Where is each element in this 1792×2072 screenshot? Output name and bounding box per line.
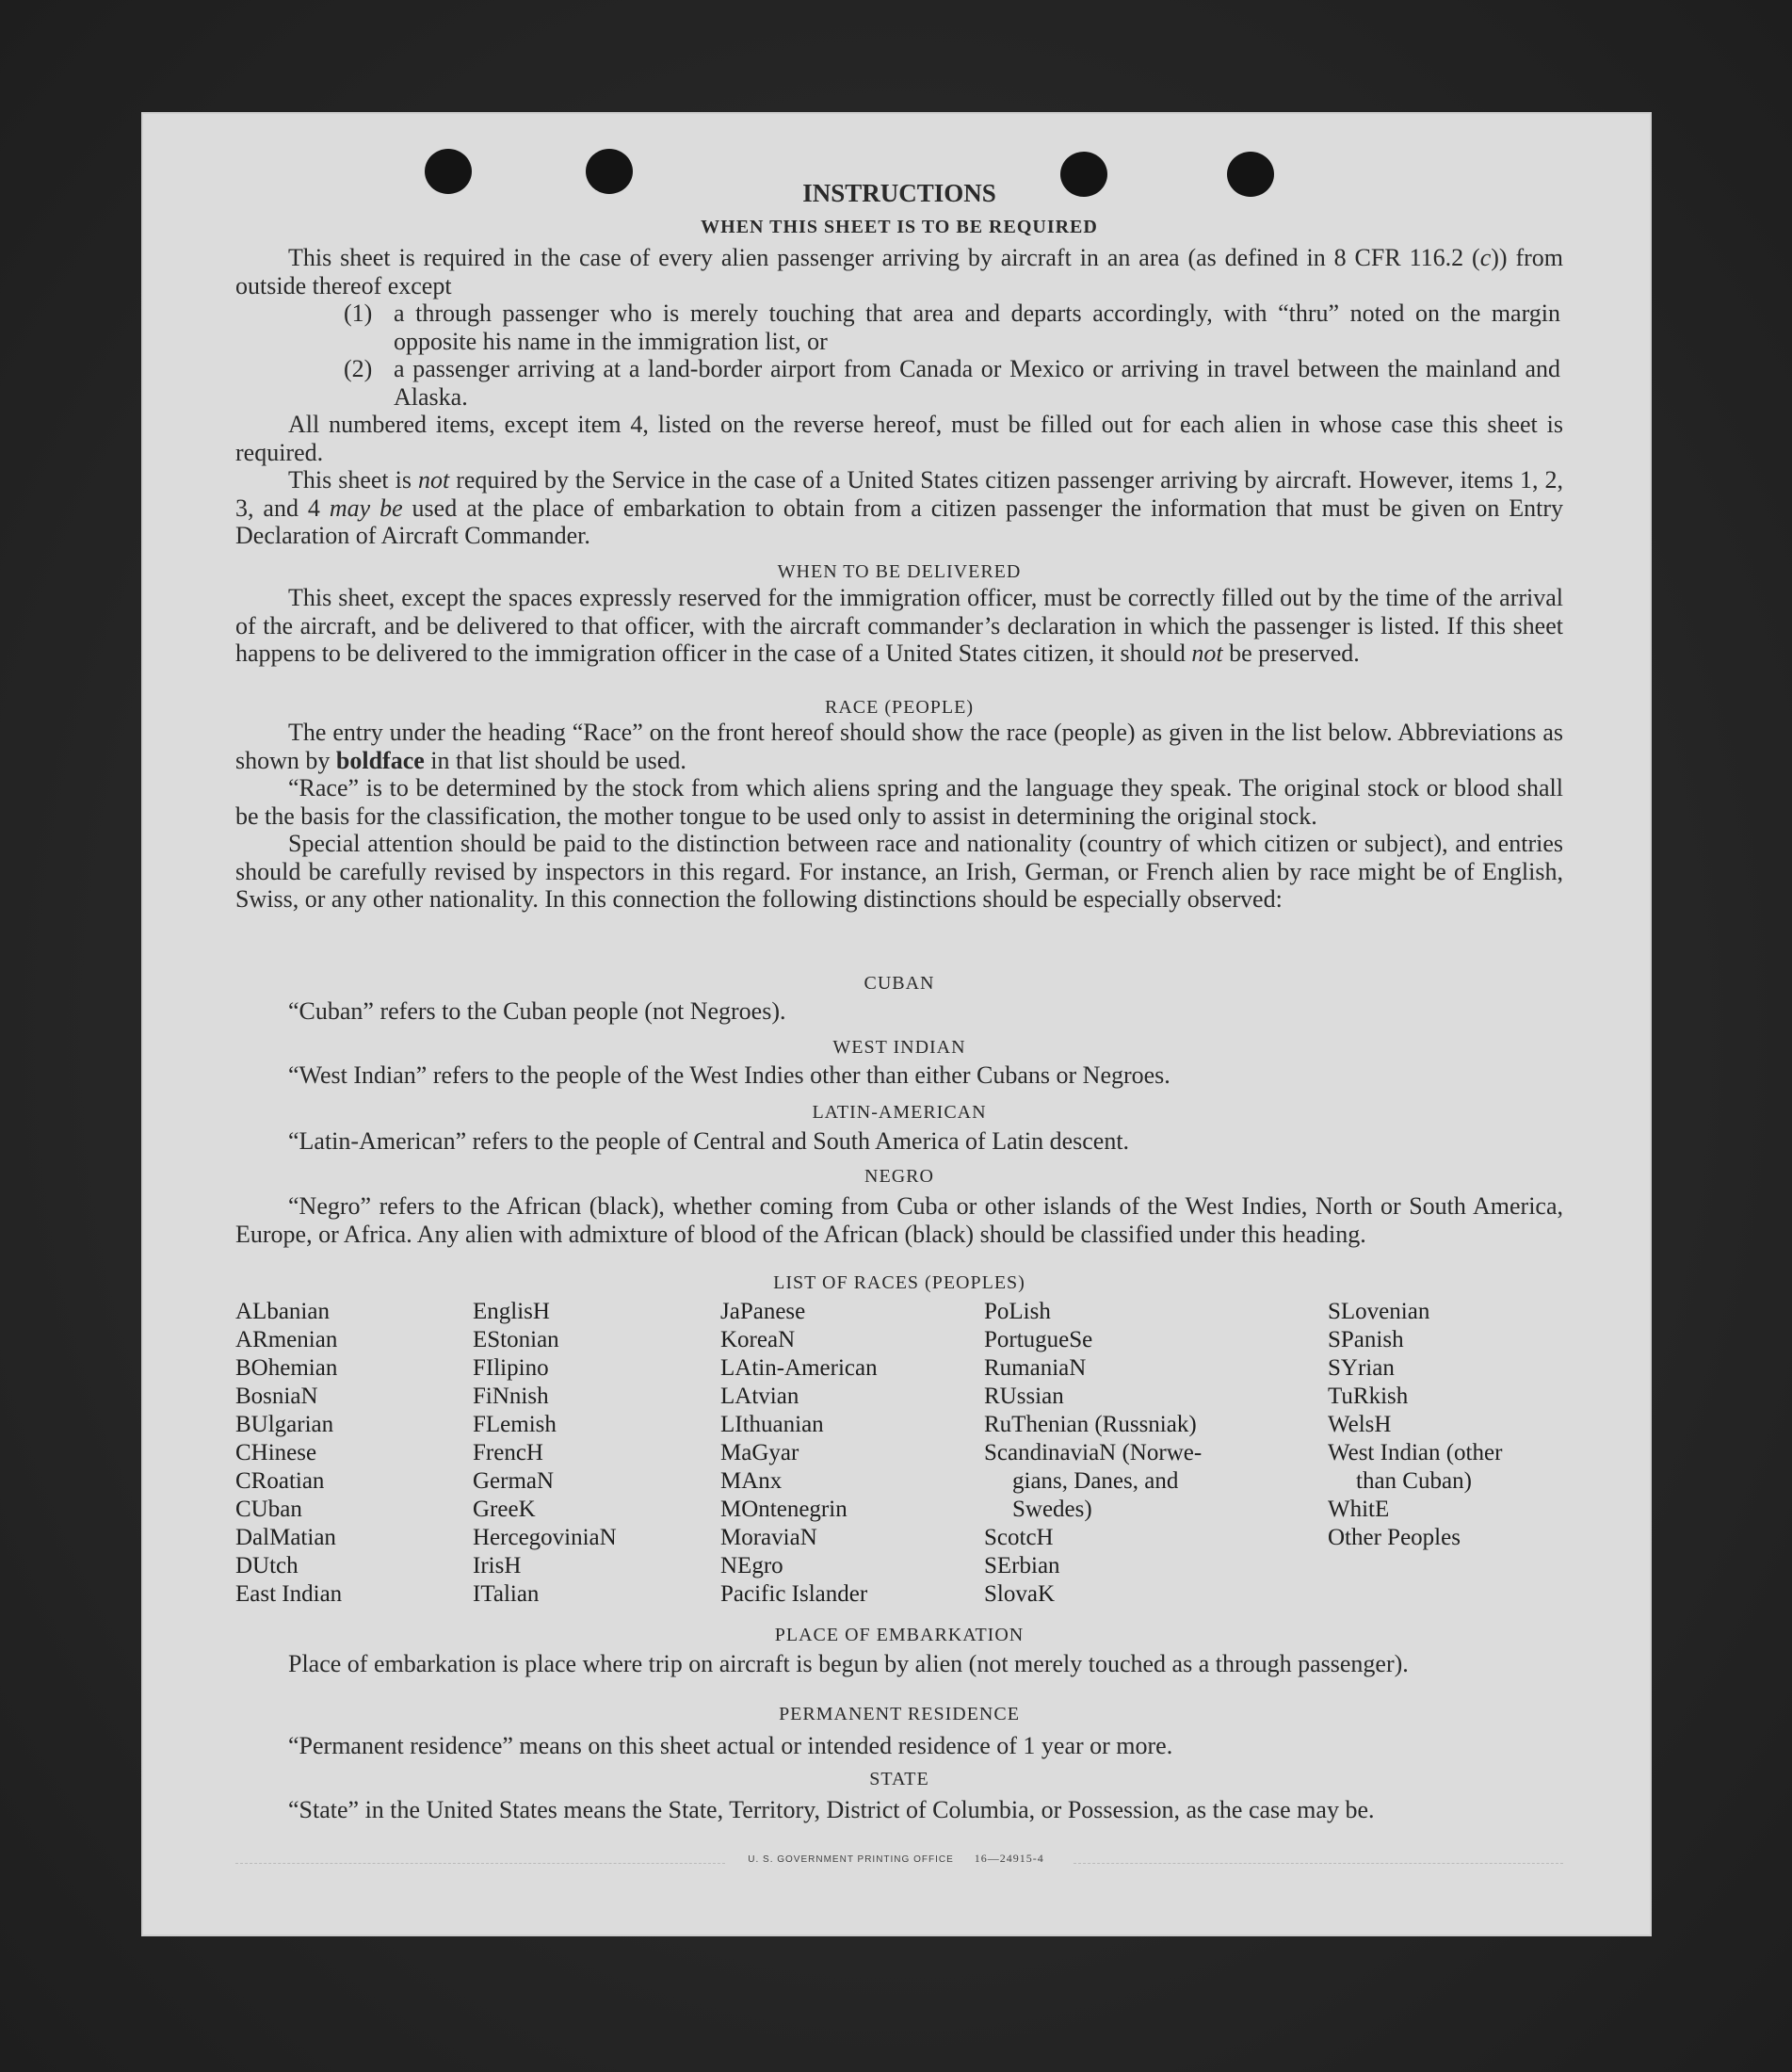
race-column (473, 1298, 617, 1609)
race-item: RumaniaN (984, 1355, 1087, 1381)
section-heading: LATIN-AMERICAN (812, 1102, 987, 1123)
race-item: LAtin-American (720, 1355, 878, 1381)
race-item: WhitE (1328, 1497, 1390, 1522)
race-item: DUtch (235, 1553, 299, 1578)
race-column (984, 1298, 1257, 1609)
paragraph: “State” in the United States means the State, Territory, District of Columbia, or Possession, as the case may be. (288, 1796, 1375, 1823)
race-item: SYrian (1328, 1355, 1395, 1381)
race-item: Pacific Islander (720, 1581, 868, 1607)
paragraph: The entry under the heading “Race” on the front hereof should show the race (people) as given in the list below. Abbreviations as shown by boldface in that list should be used. “Race” is to be determined by the stock from which aliens spring and the language they speak. The original stock or blood shall be the basis for the classification, the mother tongue to be used only to assist in determining the original stock. Special attention should be paid to the distinction between race and nationality (country of which citizen or subject), and entries should be carefully revised by inspectors in this regard. For instance, an Irish, German, or French alien by race might be of English, Swiss, or any other nationality. In this connection the following distinctions should be especially observed: (235, 719, 1563, 913)
section-heading: WHEN TO BE DELIVERED (777, 561, 1022, 582)
race-item: GreeK (473, 1497, 536, 1522)
race-item: MAnx (720, 1468, 783, 1494)
paragraph: “Latin-American” refers to the people of Central and South America of Latin descent. (288, 1127, 1130, 1155)
race-column (720, 1298, 878, 1609)
race-item: BUlgarian (235, 1412, 334, 1437)
race-item: EnglisH (473, 1299, 550, 1324)
race-item: PortugueSe (984, 1327, 1093, 1352)
section-heading: PERMANENT RESIDENCE (779, 1704, 1020, 1724)
race-item: MOntenegrin (720, 1497, 848, 1522)
printer-imprint: U. S. GOVERNMENT PRINTING OFFICE 16—24915-4 (748, 1852, 1044, 1865)
section-heading: LIST OF RACES (PEOPLES) (773, 1272, 1025, 1293)
race-item: RUssian (984, 1384, 1064, 1409)
race-item: FLemish (473, 1412, 557, 1437)
race-item: FIlipino (473, 1355, 549, 1381)
race-item: JaPanese (720, 1299, 806, 1324)
race-item: CRoatian (235, 1468, 325, 1494)
race-item: NEgro (720, 1553, 783, 1578)
race-item: KoreaN (720, 1327, 796, 1352)
race-item: CHinese (235, 1440, 317, 1465)
section-heading: WEST INDIAN (832, 1037, 966, 1058)
race-item: East Indian (235, 1581, 343, 1607)
race-item: MoraviaN (720, 1525, 817, 1550)
race-item: ScotcH (984, 1525, 1054, 1550)
race-item: West Indian (other (1328, 1440, 1503, 1465)
race-item: ITalian (473, 1581, 540, 1607)
section-heading: NEGRO (864, 1166, 934, 1187)
race-item: Swedes) (1012, 1497, 1092, 1522)
race-item: BosniaN (235, 1384, 318, 1409)
list-item: (1) a through passenger who is merely touching that area and departs accordingly, with “thru” noted on the margin opposite his name in the immigration list, or (344, 299, 1560, 355)
section-heading: CUBAN (864, 973, 935, 994)
race-item: Other Peoples (1328, 1525, 1461, 1550)
race-item: HercegoviniaN (473, 1525, 617, 1550)
race-item: EStonian (473, 1327, 559, 1352)
race-item: IrisH (473, 1553, 522, 1578)
race-item: SlovaK (984, 1581, 1055, 1607)
race-item: BOhemian (235, 1355, 338, 1381)
race-item: SPanish (1328, 1327, 1404, 1352)
list-item: (2) a passenger arriving at a land-border airport from Canada or Mexico or arriving in travel between the mainland and Alaska. (344, 355, 1560, 411)
paragraph: “West Indian” refers to the people of the West Indies other than either Cubans or Negroes. (288, 1061, 1170, 1089)
page-title: INSTRUCTIONS (802, 179, 996, 207)
paragraph: This sheet is required in the case of every alien passenger arriving by aircraft in an area (as defined in 8 CFR 116.2 (c)) from outside thereof except (235, 244, 1564, 299)
race-column (1328, 1298, 1563, 1552)
race-item: LIthuanian (720, 1412, 824, 1437)
race-item: gians, Danes, and (1012, 1468, 1179, 1494)
paragraph: “Negro” refers to the African (black), whether coming from Cuba or other islands of the West Indies, North or South America, Europe, or Africa. Any alien with admixture of blood of the African (black) should be classified under this heading. (235, 1192, 1563, 1248)
race-item: GermaN (473, 1468, 555, 1494)
race-item: LAtvian (720, 1384, 799, 1409)
section-heading: WHEN THIS SHEET IS TO BE REQUIRED (701, 217, 1098, 237)
race-item: WelsH (1328, 1412, 1392, 1437)
race-item: ARmenian (235, 1327, 338, 1352)
race-item: SErbian (984, 1553, 1060, 1578)
race-item: FrencH (473, 1440, 543, 1465)
race-column (235, 1298, 342, 1609)
race-item: TuRkish (1328, 1384, 1409, 1409)
race-item: DalMatian (235, 1525, 336, 1550)
paragraph: “Cuban” refers to the Cuban people (not Negroes). (288, 997, 786, 1025)
section-heading: PLACE OF EMBARKATION (774, 1625, 1025, 1645)
race-item: ScandinaviaN (Norwe- (984, 1440, 1203, 1465)
section-heading: RACE (PEOPLE) (825, 697, 974, 718)
race-item: PoLish (984, 1299, 1051, 1324)
section-heading: STATE (869, 1769, 929, 1789)
race-item: RuThenian (Russniak) (984, 1412, 1197, 1437)
race-item: FiNnish (473, 1384, 549, 1409)
paragraph: “Permanent residence” means on this sheet actual or intended residence of 1 year or more. (288, 1732, 1173, 1759)
race-item: MaGyar (720, 1440, 799, 1465)
paragraph: All numbered items, except item 4, listed on the reverse hereof, must be filled out for each alien in whose case this sheet is required. This sheet is not required by the Service in the case of a United States citizen passenger arriving by aircraft. However, items 1, 2, 3, and 4 may be used at the place of embarkation to obtain from a citizen passenger the information that must be given on Entry Declaration of Aircraft Commander. (235, 411, 1564, 549)
race-item: SLovenian (1328, 1299, 1430, 1324)
race-item: ALbanian (235, 1299, 330, 1324)
paragraph: Place of embarkation is place where trip on aircraft is begun by alien (not merely touched as a through passenger). (288, 1650, 1409, 1677)
paragraph: This sheet, except the spaces expressly reserved for the immigration officer, must be correctly filled out by the time of the arrival of the aircraft, and be delivered to that officer, with the aircraft commander’s declaration in which the passenger is listed. If this sheet happens to be delivered to the immigration officer in the case of a United States citizen, it should not be preserved. (235, 584, 1563, 667)
race-item: CUban (235, 1497, 302, 1522)
race-item: than Cuban) (1356, 1468, 1472, 1494)
